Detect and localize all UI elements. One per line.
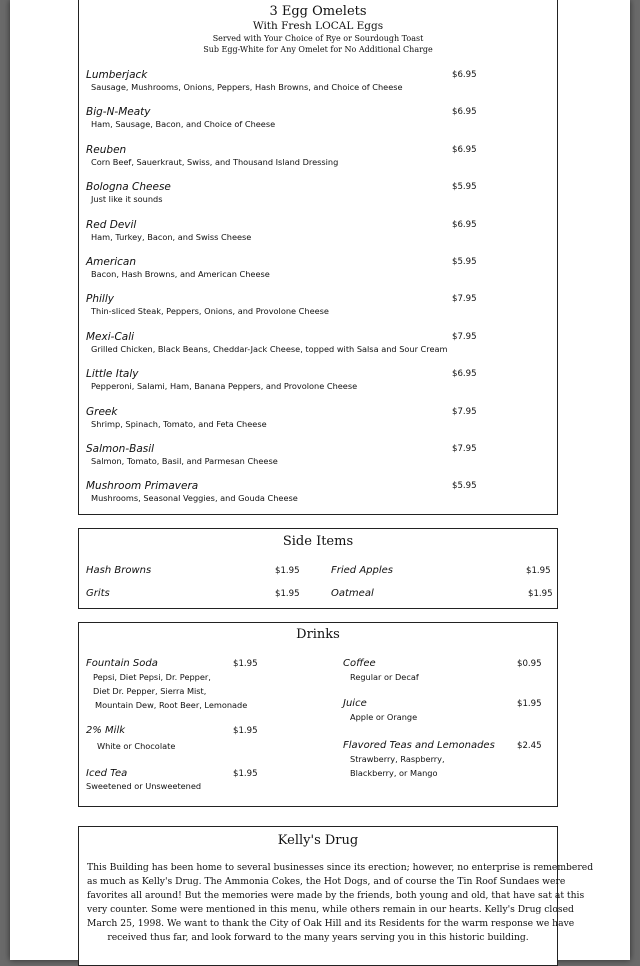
item-price: $1.95 [275, 566, 300, 576]
drink-description: Sweetened or Unsweetened [86, 781, 202, 791]
history-line: favorites all around! But the memories were made by the friends, both young and old, that have sat at this [87, 890, 585, 902]
menu-item [86, 219, 546, 243]
history-line: received thus far, and look forward to the many years serving you in this historic building. [107, 932, 529, 944]
menu-item [86, 406, 546, 430]
item-price: $7.95 [452, 407, 477, 417]
kellys-drug-title: Kelly's Drug [277, 833, 359, 848]
item-description: Corn Beef, Sauerkraut, Swiss, and Thousand Island Dressing [91, 157, 339, 167]
omelets-note-egg-white: Sub Egg-White for Any Omelet for No Additional Charge [203, 45, 433, 54]
side-item [331, 588, 374, 599]
history-line: very counter. Some were mentioned in this menu, while others remain in our hearts. Kelly's Drug closed [87, 904, 574, 916]
kellys-drug-section [78, 826, 594, 966]
item-name: Salmon-Basil [86, 443, 155, 455]
item-price: $6.95 [452, 220, 477, 230]
drink-description [350, 753, 445, 780]
item-name: Greek [86, 406, 118, 418]
drink-price: $2.45 [517, 741, 542, 751]
drink-name: Juice [343, 698, 367, 709]
side-items-title: Side Items [282, 534, 354, 549]
drink-description: Regular or Decaf [350, 672, 419, 682]
drink-name: Coffee [343, 658, 376, 669]
item-price: $5.95 [452, 481, 477, 491]
item-name: Big-N-Meaty [86, 106, 151, 118]
item-name: American [86, 256, 136, 268]
menu-item [86, 181, 546, 205]
item-price: $7.95 [452, 332, 477, 342]
item-name: Little Italy [86, 368, 139, 380]
item-name: Oatmeal [331, 588, 374, 599]
menu-item [86, 144, 546, 168]
item-price: $1.95 [275, 589, 300, 599]
item-name: Reuben [86, 144, 127, 156]
drink-description: Apple or Orange [350, 712, 418, 722]
menu-item [86, 331, 546, 355]
item-price: $6.95 [452, 107, 477, 117]
item-price: $5.95 [452, 182, 477, 192]
item-description: Ham, Turkey, Bacon, and Swiss Cheese [91, 232, 252, 242]
item-description: Pepperoni, Salami, Ham, Banana Peppers, and Provolone Cheese [91, 381, 358, 391]
menu-item [86, 256, 546, 280]
drinks-title: Drinks [296, 627, 340, 642]
menu-item [86, 293, 546, 317]
item-price: $5.95 [452, 257, 477, 267]
drink-description: White or Chocolate [97, 741, 176, 751]
menu-page [10, 0, 630, 960]
drink-price: $1.95 [233, 659, 258, 669]
drinks-section [78, 622, 558, 807]
item-description: Grilled Chicken, Black Beans, Cheddar-Jack Cheese, topped with Salsa and Sour Cream [91, 344, 448, 354]
item-description: Just like it sounds [91, 194, 163, 204]
side-items-section [78, 528, 558, 609]
desc-line: Pepsi, Diet Pepsi, Dr. Pepper, [93, 672, 211, 682]
omelets-subtitle: With Fresh LOCAL Eggs [252, 20, 384, 32]
item-description: Salmon, Tomato, Basil, and Parmesan Cheese [91, 456, 278, 466]
drink-price: $0.95 [517, 659, 542, 669]
drink-name: Flavored Teas and Lemonades [343, 740, 495, 751]
omelets-section [78, 0, 558, 515]
item-description: Sausage, Mushrooms, Onions, Peppers, Hash Browns, and Choice of Cheese [91, 82, 403, 92]
drink-name: 2% Milk [86, 725, 126, 736]
item-description: Shrimp, Spinach, Tomato, and Feta Cheese [91, 419, 267, 429]
side-item [86, 565, 151, 576]
item-price: $6.95 [452, 145, 477, 155]
desc-line: Strawberry, Raspberry, [350, 754, 445, 764]
item-name: Mushroom Primavera [86, 480, 199, 492]
item-price: $1.95 [528, 589, 553, 599]
menu-item [86, 106, 546, 130]
history-line: This Building has been home to several businesses since its erection; however, no enterprise is remembered [87, 862, 594, 873]
item-description: Mushrooms, Seasonal Veggies, and Gouda Cheese [91, 493, 298, 503]
drink-price: $1.95 [233, 769, 258, 779]
item-price: $7.95 [452, 444, 477, 454]
drink-name: Iced Tea [86, 768, 128, 779]
history-line: March 25, 1998. We want to thank the City of Oak Hill and its Residents for the warm response we have [87, 918, 575, 930]
menu-item [86, 368, 546, 392]
item-price: $6.95 [452, 70, 477, 80]
item-price: $6.95 [452, 369, 477, 379]
drink-name: Fountain Soda [86, 658, 158, 669]
omelets-title: 3 Egg Omelets [269, 4, 367, 19]
omelets-note-toast: Served with Your Choice of Rye or Sourdough Toast [212, 34, 424, 43]
item-description: Bacon, Hash Browns, and American Cheese [91, 269, 270, 279]
item-price: $1.95 [526, 566, 551, 576]
item-name: Mexi-Cali [86, 331, 135, 343]
menu-item [86, 480, 546, 504]
item-description: Ham, Sausage, Bacon, and Choice of Cheese [91, 119, 276, 129]
item-description: Thin-sliced Steak, Peppers, Onions, and Provolone Cheese [91, 306, 329, 316]
menu-item [86, 69, 546, 93]
item-name: Hash Browns [86, 565, 152, 576]
item-name: Grits [86, 588, 110, 599]
history-line: as much as Kelly's Drug. The Ammonia Cokes, the Hot Dogs, and of course the Tin Roof Sundaes were [87, 876, 566, 888]
item-name: Philly [86, 293, 114, 305]
drink-price: $1.95 [233, 726, 258, 736]
side-item [331, 565, 393, 576]
desc-line: Mountain Dew, Root Beer, Lemonade [95, 700, 248, 710]
side-item [86, 588, 110, 599]
drink-price: $1.95 [517, 699, 542, 709]
desc-line: Diet Dr. Pepper, Sierra Mist, [93, 685, 207, 696]
item-name: Fried Apples [331, 565, 393, 576]
desc-line: Blackberry, or Mango [350, 767, 438, 778]
item-name: Lumberjack [86, 69, 148, 81]
history-paragraph [87, 861, 594, 946]
menu-item [86, 443, 546, 467]
item-name: Red Devil [86, 219, 137, 231]
item-price: $7.95 [452, 294, 477, 304]
drink-description [93, 671, 211, 698]
item-name: Bologna Cheese [86, 181, 171, 193]
